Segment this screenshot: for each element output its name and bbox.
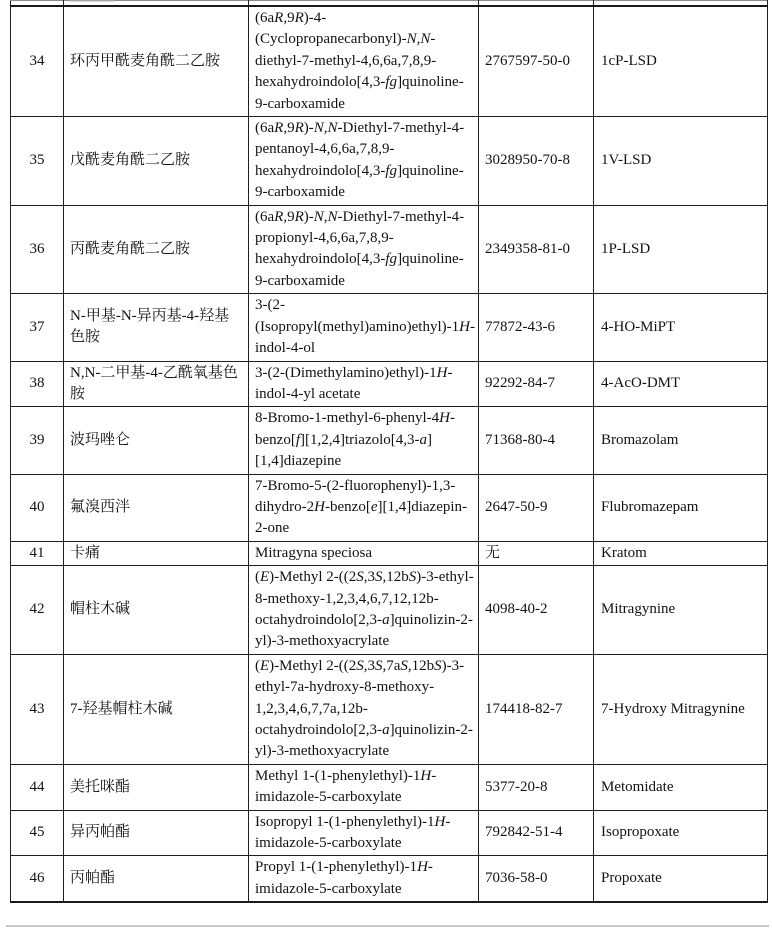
table-row — [11, 856, 768, 902]
scan-border-artifact — [6, 925, 769, 927]
table-row — [11, 361, 768, 407]
chemical-name-cell: (E)-Methyl 2-((2S,3S,7aS,12bS)-3-ethyl-7a-hydroxy-8-methoxy-1,2,3,4,6,7,7a,12b-octahydroindolo[2,3-a]quinolizin-2-yl)-3-methoxyacrylate — [249, 654, 479, 764]
row-number-cell: 36 — [11, 205, 64, 294]
row-number-cell: 38 — [11, 361, 64, 407]
chinese-name-cell: N,N-二甲基-4-乙酰氧基色胺 — [64, 361, 249, 407]
chemical-name-cell: (6aR,9R)-N,N-Diethyl-7-methyl-4-propionyl-4,6,6a,7,8,9-hexahydroindolo[4,3-fg]quinoline-9-carboxamide — [249, 205, 479, 294]
common-name-cell: Mitragynine — [594, 566, 768, 655]
common-name-cell: 4-AcO-DMT — [594, 361, 768, 407]
cas-number-cell: 77872-43-6 — [479, 294, 594, 361]
clipped-text-remnant — [70, 0, 114, 2]
table-row — [11, 541, 768, 565]
row-number-cell: 46 — [11, 856, 64, 902]
chinese-name-cell: 丙帕酯 — [64, 856, 249, 902]
chemical-name-cell: (6aR,9R)-N,N-Diethyl-7-methyl-4-pentanoyl-4,6,6a,7,8,9-hexahydroindolo[4,3-fg]quinoline-9-carboxamide — [249, 117, 479, 206]
table-row — [11, 810, 768, 856]
row-number-cell: 44 — [11, 764, 64, 810]
chinese-name-cell: 异丙帕酯 — [64, 810, 249, 856]
chinese-name-cell: 美托咪酯 — [64, 764, 249, 810]
cas-number-cell: 2647-50-9 — [479, 474, 594, 541]
cas-number-cell: 174418-82-7 — [479, 654, 594, 764]
row-number-cell: 42 — [11, 566, 64, 655]
common-name-cell: 7-Hydroxy Mitragynine — [594, 654, 768, 764]
common-name-cell: 4-HO-MiPT — [594, 294, 768, 361]
cas-number-cell: 7036-58-0 — [479, 856, 594, 902]
cas-number-cell: 792842-51-4 — [479, 810, 594, 856]
row-number-cell: 40 — [11, 474, 64, 541]
chemical-name-cell: 3-(2-(Isopropyl(methyl)amino)ethyl)-1H-indol-4-ol — [249, 294, 479, 361]
row-number-cell: 37 — [11, 294, 64, 361]
table-row — [11, 117, 768, 206]
chinese-name-cell: 7-羟基帽柱木碱 — [64, 654, 249, 764]
chinese-name-cell: N-甲基-N-异丙基-4-羟基色胺 — [64, 294, 249, 361]
chemical-name-cell: 7-Bromo-5-(2-fluorophenyl)-1,3-dihydro-2H-benzo[e][1,4]diazepin-2-one — [249, 474, 479, 541]
common-name-cell: 1P-LSD — [594, 205, 768, 294]
chemical-name-cell: Mitragyna speciosa — [249, 541, 479, 565]
cas-number-cell: 无 — [479, 541, 594, 565]
row-number-cell: 34 — [11, 6, 64, 117]
chinese-name-cell: 波玛唑仑 — [64, 407, 249, 474]
table-row — [11, 6, 768, 117]
row-number-cell: 41 — [11, 541, 64, 565]
common-name-cell: Isopropoxate — [594, 810, 768, 856]
table-row — [11, 407, 768, 474]
cas-number-cell: 2349358-81-0 — [479, 205, 594, 294]
cas-number-cell: 92292-84-7 — [479, 361, 594, 407]
chinese-name-cell: 卡痛 — [64, 541, 249, 565]
row-number-cell: 43 — [11, 654, 64, 764]
table-row — [11, 654, 768, 764]
chemical-name-cell: Propyl 1-(1-phenylethyl)-1H-imidazole-5-carboxylate — [249, 856, 479, 902]
table-row — [11, 474, 768, 541]
table-row — [11, 566, 768, 655]
cas-number-cell: 71368-80-4 — [479, 407, 594, 474]
common-name-cell: Flubromazepam — [594, 474, 768, 541]
chemical-name-cell: Isopropyl 1-(1-phenylethyl)-1H-imidazole-5-carboxylate — [249, 810, 479, 856]
row-number-cell: 35 — [11, 117, 64, 206]
row-number-cell: 45 — [11, 810, 64, 856]
row-number-cell: 39 — [11, 407, 64, 474]
chinese-name-cell: 帽柱木碱 — [64, 566, 249, 655]
common-name-cell: Kratom — [594, 541, 768, 565]
common-name-cell: 1V-LSD — [594, 117, 768, 206]
common-name-cell: Bromazolam — [594, 407, 768, 474]
chinese-name-cell: 丙酰麦角酰二乙胺 — [64, 205, 249, 294]
chemical-name-cell: (E)-Methyl 2-((2S,3S,12bS)-3-ethyl-8-methoxy-1,2,3,4,6,7,12,12b-octahydroindolo[2,3-a]quinolizin-2-yl)-3-methoxyacrylate — [249, 566, 479, 655]
cas-number-cell: 2767597-50-0 — [479, 6, 594, 117]
substance-table — [10, 0, 768, 903]
table-row — [11, 764, 768, 810]
table-row — [11, 205, 768, 294]
chinese-name-cell: 戊酰麦角酰二乙胺 — [64, 117, 249, 206]
common-name-cell: Metomidate — [594, 764, 768, 810]
chemical-name-cell: 8-Bromo-1-methyl-6-phenyl-4H-benzo[f][1,2,4]triazolo[4,3-a][1,4]diazepine — [249, 407, 479, 474]
chemical-name-cell: (6aR,9R)-4-(Cyclopropanecarbonyl)-N,N-diethyl-7-methyl-4,6,6a,7,8,9-hexahydroindolo[4,3-fg]quinoline-9-carboxamide — [249, 6, 479, 117]
cas-number-cell: 4098-40-2 — [479, 566, 594, 655]
chinese-name-cell: 环丙甲酰麦角酰二乙胺 — [64, 6, 249, 117]
cas-number-cell: 5377-20-8 — [479, 764, 594, 810]
common-name-cell: 1cP-LSD — [594, 6, 768, 117]
drug-table-body — [11, 1, 768, 903]
chinese-name-cell: 氟溴西泮 — [64, 474, 249, 541]
common-name-cell: Propoxate — [594, 856, 768, 902]
chemical-name-cell: 3-(2-(Dimethylamino)ethyl)-1H-indol-4-yl acetate — [249, 361, 479, 407]
chemical-name-cell: Methyl 1-(1-phenylethyl)-1H-imidazole-5-carboxylate — [249, 764, 479, 810]
table-row — [11, 294, 768, 361]
cas-number-cell: 3028950-70-8 — [479, 117, 594, 206]
